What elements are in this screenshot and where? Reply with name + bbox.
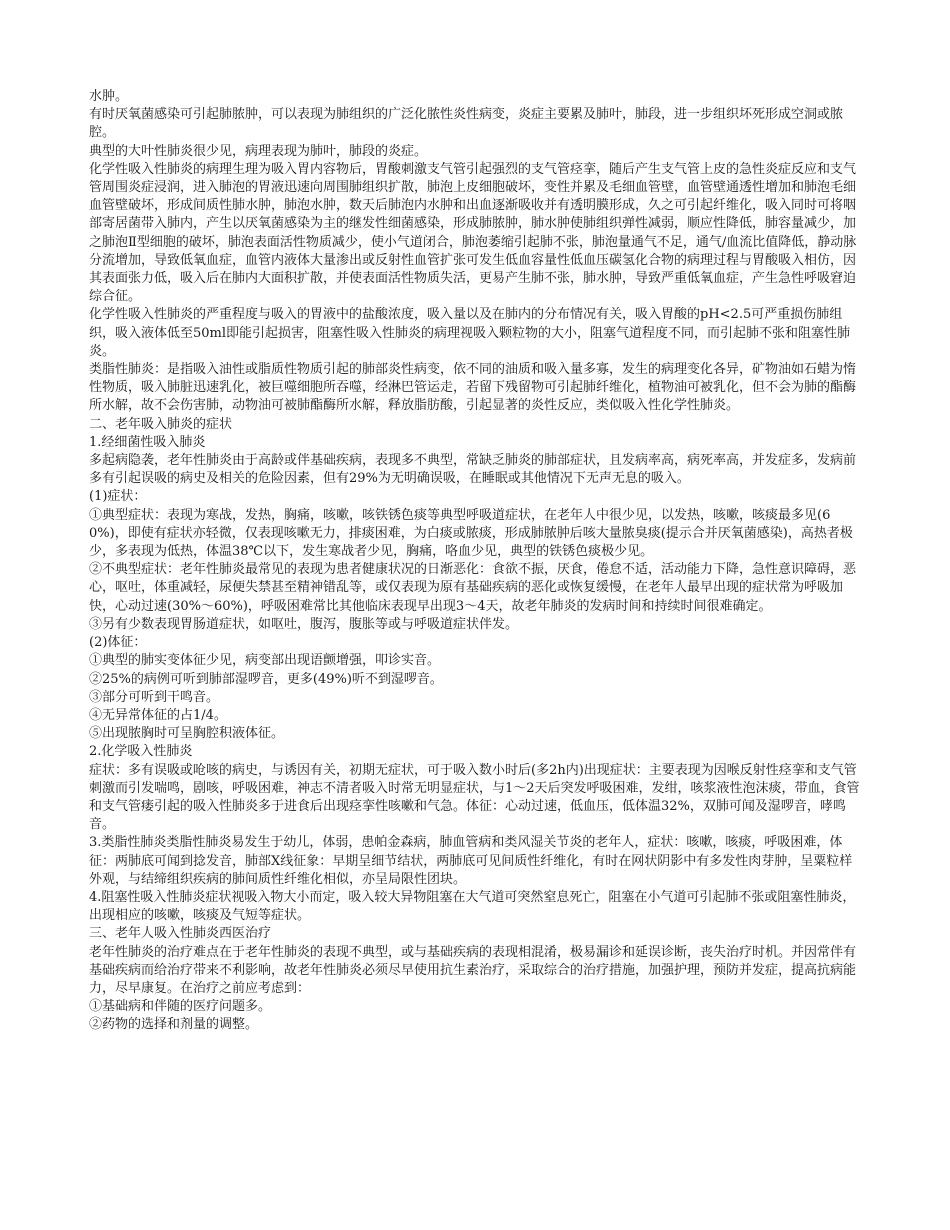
list-item: ①典型的肺实变体征少见，病变部出现语颤增强，叩诊实音。 [89, 653, 441, 669]
paragraph: 症状：多有误吸或呛咳的病史，与诱因有关，初期无症状，可于吸入数小时后(多2h内)出现症状：主要表现为因喉反射性痉挛和支气管刺激而引发喘鸣，剧咳，呼吸困难，神志不清者吸入时常无明显症状，与1～2天后突发呼吸困难，发绀，咳浆液性泡沫痰，带血，食管和支气管瘘引起的吸入性肺炎多于进食后出现痉挛性咳嗽和气急。体征：心动过速，低血压，低体温32%，双肺可闻及湿啰音，哮鸣音。 [89, 762, 860, 833]
paragraph: 4.阻塞性吸入性肺炎症状视吸入物大小而定，吸入较大异物阻塞在大气道可突然窒息死亡，阻塞在小气道可引起肺不张或阻塞性肺炎，出现相应的咳嗽，咳痰及气短等症状。 [89, 889, 856, 924]
paragraph: 水肿。 [89, 89, 129, 104]
subsection-heading: 1.经细菌性吸入肺炎 [89, 434, 206, 450]
subheading: (2)体征： [89, 635, 147, 651]
paragraph: 多起病隐袭，老年性肺炎由于高龄或伴基础疾病，表现多不典型，常缺乏肺炎的肺部症状，且发病率高，病死率高，并发症多，发病前多有引起误吸的病史及相关的危险因素，但有29%为无明确误吸，在睡眠或其他情况下无声无息的吸入。 [89, 453, 857, 487]
document-body [89, 88, 861, 1035]
list-item: ③另有少数表现胃肠道症状，如呕吐，腹泻，腹胀等或与呼吸道症状伴发。 [89, 616, 519, 632]
paragraph: 化学性吸入性肺炎的严重程度与吸入的胃液中的盐酸浓度，吸入量以及在肺内的分布情况有关，吸入胃酸的pH<2.5可严重损伤肺组织，吸入液体低至50ml即能引起损害，阻塞性吸入性肺炎的病理视吸入颗粒物的大小，阻塞气道程度不同，而引起肺不张和阻塞性肺炎。 [89, 307, 851, 359]
list-item: ②药物的选择和剂量的调整。 [89, 1017, 259, 1033]
list-item: ④无异常体征的占1/4。 [89, 707, 227, 723]
paragraph: 有时厌氧菌感染可引起肺脓肿，可以表现为肺组织的广泛化脓性炎性病变，炎症主要累及肺叶，肺段，进一步组织坏死形成空洞或脓腔。 [89, 107, 844, 141]
subsection-heading: 2.化学吸入性肺炎 [89, 744, 193, 760]
paragraph: 典型的大叶性肺炎很少见，病理表现为肺叶，肺段的炎症。 [89, 143, 428, 159]
paragraph: 老年性肺炎的治疗难点在于老年性肺炎的表现不典型，或与基础疾病的表现相混淆，极易漏诊和延误诊断，丧失治疗时机。并因常伴有基础疾病而给治疗带来不利影响，故老年性肺炎必须尽早使用抗生素治疗，采取综合的治疗措施，加强护理，预防并发症，提高抗病能力，尽早康复。在治疗之前应考虑到： [89, 944, 857, 996]
paragraph: 化学性吸入性肺炎的病理生理为吸入胃内容物后，胃酸刺激支气管引起强烈的支气管痉挛，随后产生支气管上皮的急性炎症反应和支气管周围炎症浸润，进入肺泡的胃液迅速向周围肺组织扩散，肺泡上皮细胞破坏，变性并累及毛细血管壁，血管壁通透性增加和肺泡毛细血管壁破坏，形成间质性肺水肿，肺泡水肿，数天后肺泡内水肿和出血逐渐吸收并有透明膜形成，久之可引起纤维化，吸入同时可将咽部寄居菌带入肺内，产生以厌氧菌感染为主的继发性细菌感染，形成肺脓肿，肺水肿使肺组织弹性减弱，顺应性降低，肺容量减少，加之肺泡Ⅱ型细胞的破坏，肺泡表面活性物质减少，使小气道闭合，肺泡萎缩引起肺不张，肺泡量通气不足，通气/血流比值降低，静动脉分流增加，导致低氧血症，血管内液体大量渗出或反射性血管扩张可发生低血容量性低血压碳氢化合物的病理过程与胃酸吸入相仿，因其表面张力低，吸入后在肺内大面积扩散，并使表面活性物质失活，更易产生肺不张，肺水肿，导致严重低氧血症，产生急性呼吸窘迫综合征。 [89, 161, 857, 305]
list-item: ②25%的病例可听到肺部湿啰音，更多(49%)听不到湿啰音。 [89, 671, 443, 687]
list-item: ③部分可听到干鸣音。 [89, 689, 220, 705]
list-item: ①基础病和伴随的医疗问题多。 [89, 999, 272, 1015]
section-heading: 二、老年吸入肺炎的症状 [89, 416, 233, 432]
paragraph: 类脂性肺炎：是指吸入油性或脂质性物质引起的肺部炎性病变，依不同的油质和吸入量多寡，发生的病理变化各异，矿物油如石蜡为惰性物质，吸入肺脏迅速乳化，被巨噬细胞所吞噬，经淋巴管运走，若留下残留物可引起肺纤维化，植物油可被乳化，但不会为肺的酯酶所水解，故不会伤害肺，动物油可被肺酯酶所水解，释放脂肪酸，引起显著的炎性反应，类似吸入性化学性肺炎。 [89, 362, 857, 414]
list-item: ⑤出现脓胸时可呈胸腔积液体征。 [89, 726, 285, 742]
list-item: ②不典型症状：老年性肺炎最常见的表现为患者健康状况的日渐恶化：食欲不振，厌食，倦怠不适，活动能力下降，急性意识障碍，恶心，呕吐，体重减轻，尿便失禁甚至精神错乱等，或仅表现为原有基础疾病的恶化或恢复缓慢，在老年人最早出现的症状常为呼吸加快，心动过速(30%～60%)，呼吸困难常比其他临床表现早出现3～4天，故老年肺炎的发病时间和持续时间很难确定。 [89, 562, 857, 614]
subheading: (1)症状： [89, 489, 147, 505]
section-heading: 三、老年人吸入性肺炎西医治疗 [89, 926, 272, 942]
paragraph: 3.类脂性肺炎类脂性肺炎易发生于幼儿，体弱，患帕金森病，肺血管病和类风湿关节炎的老年人，症状：咳嗽，咳痰，呼吸困难，体征：两肺底可闻到捻发音，肺部X线征象：早期呈细节结状，两肺底可见间质性纤维化，有时在网状阴影中有多发性肉芽肿，呈粟粒样外观，与结缔组织疾病的肺间质性纤维化相似，亦呈局限性团块。 [89, 835, 853, 887]
list-item: ①典型症状：表现为寒战，发热，胸痛，咳嗽，咳铁锈色痰等典型呼吸道症状，在老年人中很少见，以发热，咳嗽，咳痰最多见(60%)，即使有症状亦轻微，仅表现咳嗽无力，排痰困难，为白痰或脓痰，形成肺脓肿后咳大量脓臭痰(提示合并厌氧菌感染)，高热者极少，多表现为低热，体温38℃以下，发生寒战者少见，胸痛，咯血少见，典型的铁锈色痰极少见。 [89, 507, 853, 560]
